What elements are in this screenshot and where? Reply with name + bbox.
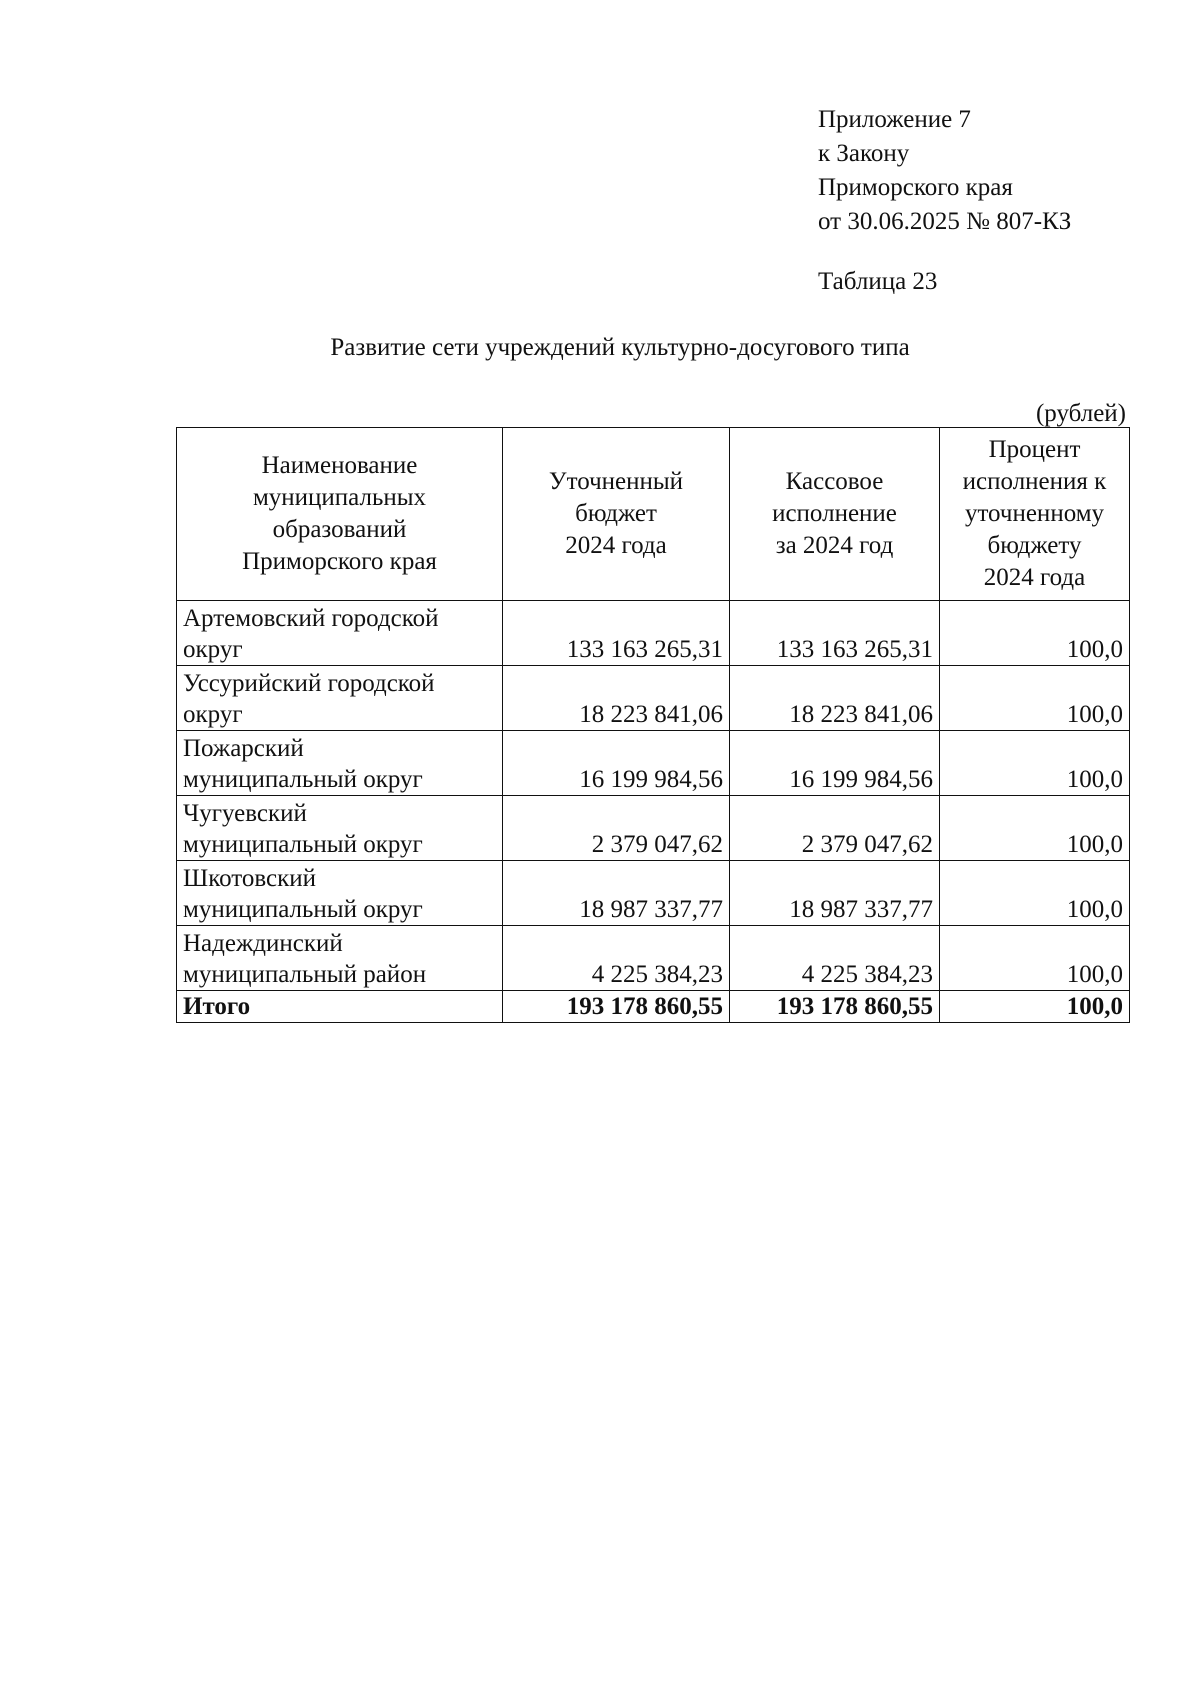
executed-value: 4 225 384,23	[730, 926, 940, 991]
municipality-name: Надеждинский муниципальный район	[177, 926, 503, 991]
municipality-name: Пожарский муниципальный округ	[177, 731, 503, 796]
executed-value: 133 163 265,31	[730, 601, 940, 666]
table-row	[177, 861, 1130, 926]
header-percent: Процент исполнения к уточненному бюджету 2024 года	[940, 428, 1130, 601]
percent-value: 100,0	[940, 796, 1130, 861]
total-percent-value: 100,0	[940, 991, 1130, 1023]
document-title: Развитие сети учреждений культурно-досугового типа	[330, 334, 910, 361]
header-executed: Кассовое исполнение за 2024 год	[730, 428, 940, 601]
budget-value: 18 223 841,06	[503, 666, 730, 731]
header-municipality: Наименование муниципальных образований Приморского края	[177, 428, 503, 601]
budget-value: 2 379 047,62	[503, 796, 730, 861]
municipality-name: Артемовский городской округ	[177, 601, 503, 666]
total-executed-value: 193 178 860,55	[730, 991, 940, 1023]
executed-value: 2 379 047,62	[730, 796, 940, 861]
table-row	[177, 731, 1130, 796]
table-header-row	[177, 428, 1130, 601]
table-row	[177, 796, 1130, 861]
table-row	[177, 601, 1130, 666]
budget-table	[176, 427, 1130, 1023]
percent-value: 100,0	[940, 861, 1130, 926]
appendix-line: к Закону	[818, 140, 910, 167]
total-row	[177, 991, 1130, 1023]
table-label: Таблица 23	[818, 268, 938, 295]
percent-value: 100,0	[940, 731, 1130, 796]
budget-value: 18 987 337,77	[503, 861, 730, 926]
budget-value: 4 225 384,23	[503, 926, 730, 991]
units-label: (рублей)	[1035, 400, 1126, 427]
budget-value: 16 199 984,56	[503, 731, 730, 796]
total-label: Итого	[177, 991, 503, 1023]
percent-value: 100,0	[940, 666, 1130, 731]
executed-value: 18 987 337,77	[730, 861, 940, 926]
total-budget-value: 193 178 860,55	[503, 991, 730, 1023]
percent-value: 100,0	[940, 601, 1130, 666]
appendix-block	[818, 103, 1071, 239]
table-row	[177, 666, 1130, 731]
municipality-name: Шкотовский муниципальный округ	[177, 861, 503, 926]
appendix-line: Приморского края	[818, 174, 1013, 201]
municipality-name: Уссурийский городской округ	[177, 666, 503, 731]
municipality-name: Чугуевский муниципальный округ	[177, 796, 503, 861]
percent-value: 100,0	[940, 926, 1130, 991]
budget-value: 133 163 265,31	[503, 601, 730, 666]
appendix-line: Приложение 7	[818, 106, 971, 133]
header-budget: Уточненный бюджет 2024 года	[503, 428, 730, 601]
appendix-line: от 30.06.2025 № 807-КЗ	[818, 208, 1072, 235]
executed-value: 18 223 841,06	[730, 666, 940, 731]
executed-value: 16 199 984,56	[730, 731, 940, 796]
table-row	[177, 926, 1130, 991]
